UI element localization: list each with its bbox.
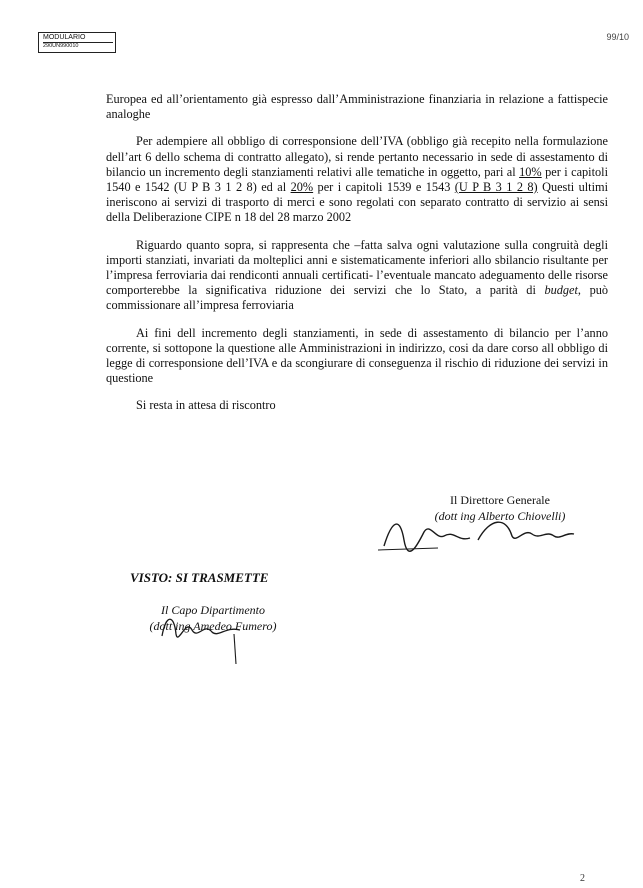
letter-body: [106, 92, 608, 426]
paragraph-2-text-a: Per adempiere all obbligo di corresponsione dell’IVA (obbligo già recepito nella formulazione dell’art 6 dello schema di contratto allegato), si rende pertanto necessario in sede di assestamento di bilancio un incremento degli stanziamenti relativi alle tematiche in oggetto, pari al: [106, 134, 608, 179]
stamp-title: MODULARIO: [43, 34, 86, 41]
upb-code: (U P B 3 1 2 8): [454, 180, 538, 195]
percent-10: 10%: [519, 164, 542, 179]
stamp-code: 290UN990010: [43, 42, 113, 50]
modulario-stamp: [38, 32, 116, 53]
visto-heading: VISTO: SI TRASMETTE: [130, 570, 269, 585]
paragraph-3-text-b: , può commissionare all’impresa ferroviaria: [106, 283, 609, 313]
paragraph-2-text-c: per i capitoli 1539 e 1543: [313, 180, 455, 195]
page-number: 2: [580, 873, 585, 884]
paragraph-3: [106, 238, 608, 314]
paragraph-2-text-d: Questi ultimi ineriscono ai servizi di trasporto di merci e sono regolati con separato contratto di servizio ai sensi della Deliberazione CIPE n 18 del 28 marzo 2002: [106, 180, 608, 225]
paragraph-2-text-b: per i capitoli 1540 e 1542 (U P B 3 1 2 8) ed al: [106, 164, 608, 195]
paragraph-3-text-a: Riguardo quanto sopra, si rappresenta che –fatta salva ogni valutazione sulla congruità degli importi stanziati, invariati da molteplici anni e sistematicamente inferiori allo sbilancio risultante per l’impresa ferroviaria dai rendiconti annuali certificati- l’eventuale mancato adeguamento delle risorse comporterebbe la significativa riduzione dei servizi che lo Stato, a parità di: [106, 237, 608, 298]
percent-20: 20%: [290, 180, 314, 195]
paragraph-1: Europea ed all’orientamento già espresso dall’Amministrazione finanziaria in relazione a fattispecie analoghe: [106, 92, 608, 122]
handwritten-signature-icon: [378, 510, 578, 554]
handwritten-signature-2-icon: [156, 606, 246, 666]
page-code: 99/10: [606, 32, 629, 42]
paragraph-5: Si resta in attesa di riscontro: [136, 398, 276, 413]
budget-term: budget: [544, 283, 578, 298]
paragraph-2: [106, 134, 608, 225]
capo-role: Il Capo Dipartimento: [161, 603, 265, 617]
paragraph-4: Ai fini dell incremento degli stanziamenti, in sede di assestamento di bilancio per l’anno corrente, si sottopone la questione alle Amministrazioni in indirizzo, cosi da dare corso all obbligo di legge di corresponsione dell’IVA e da scongiurare di conseguenza il rischio di riduzione dei servizi in questione: [106, 325, 608, 386]
signatory-role: Il Direttore Generale: [450, 493, 550, 507]
signatory-name: (dott ing Alberto Chiovelli): [434, 509, 566, 523]
capo-name: (dott ing Amedeo Fumero): [149, 619, 277, 633]
